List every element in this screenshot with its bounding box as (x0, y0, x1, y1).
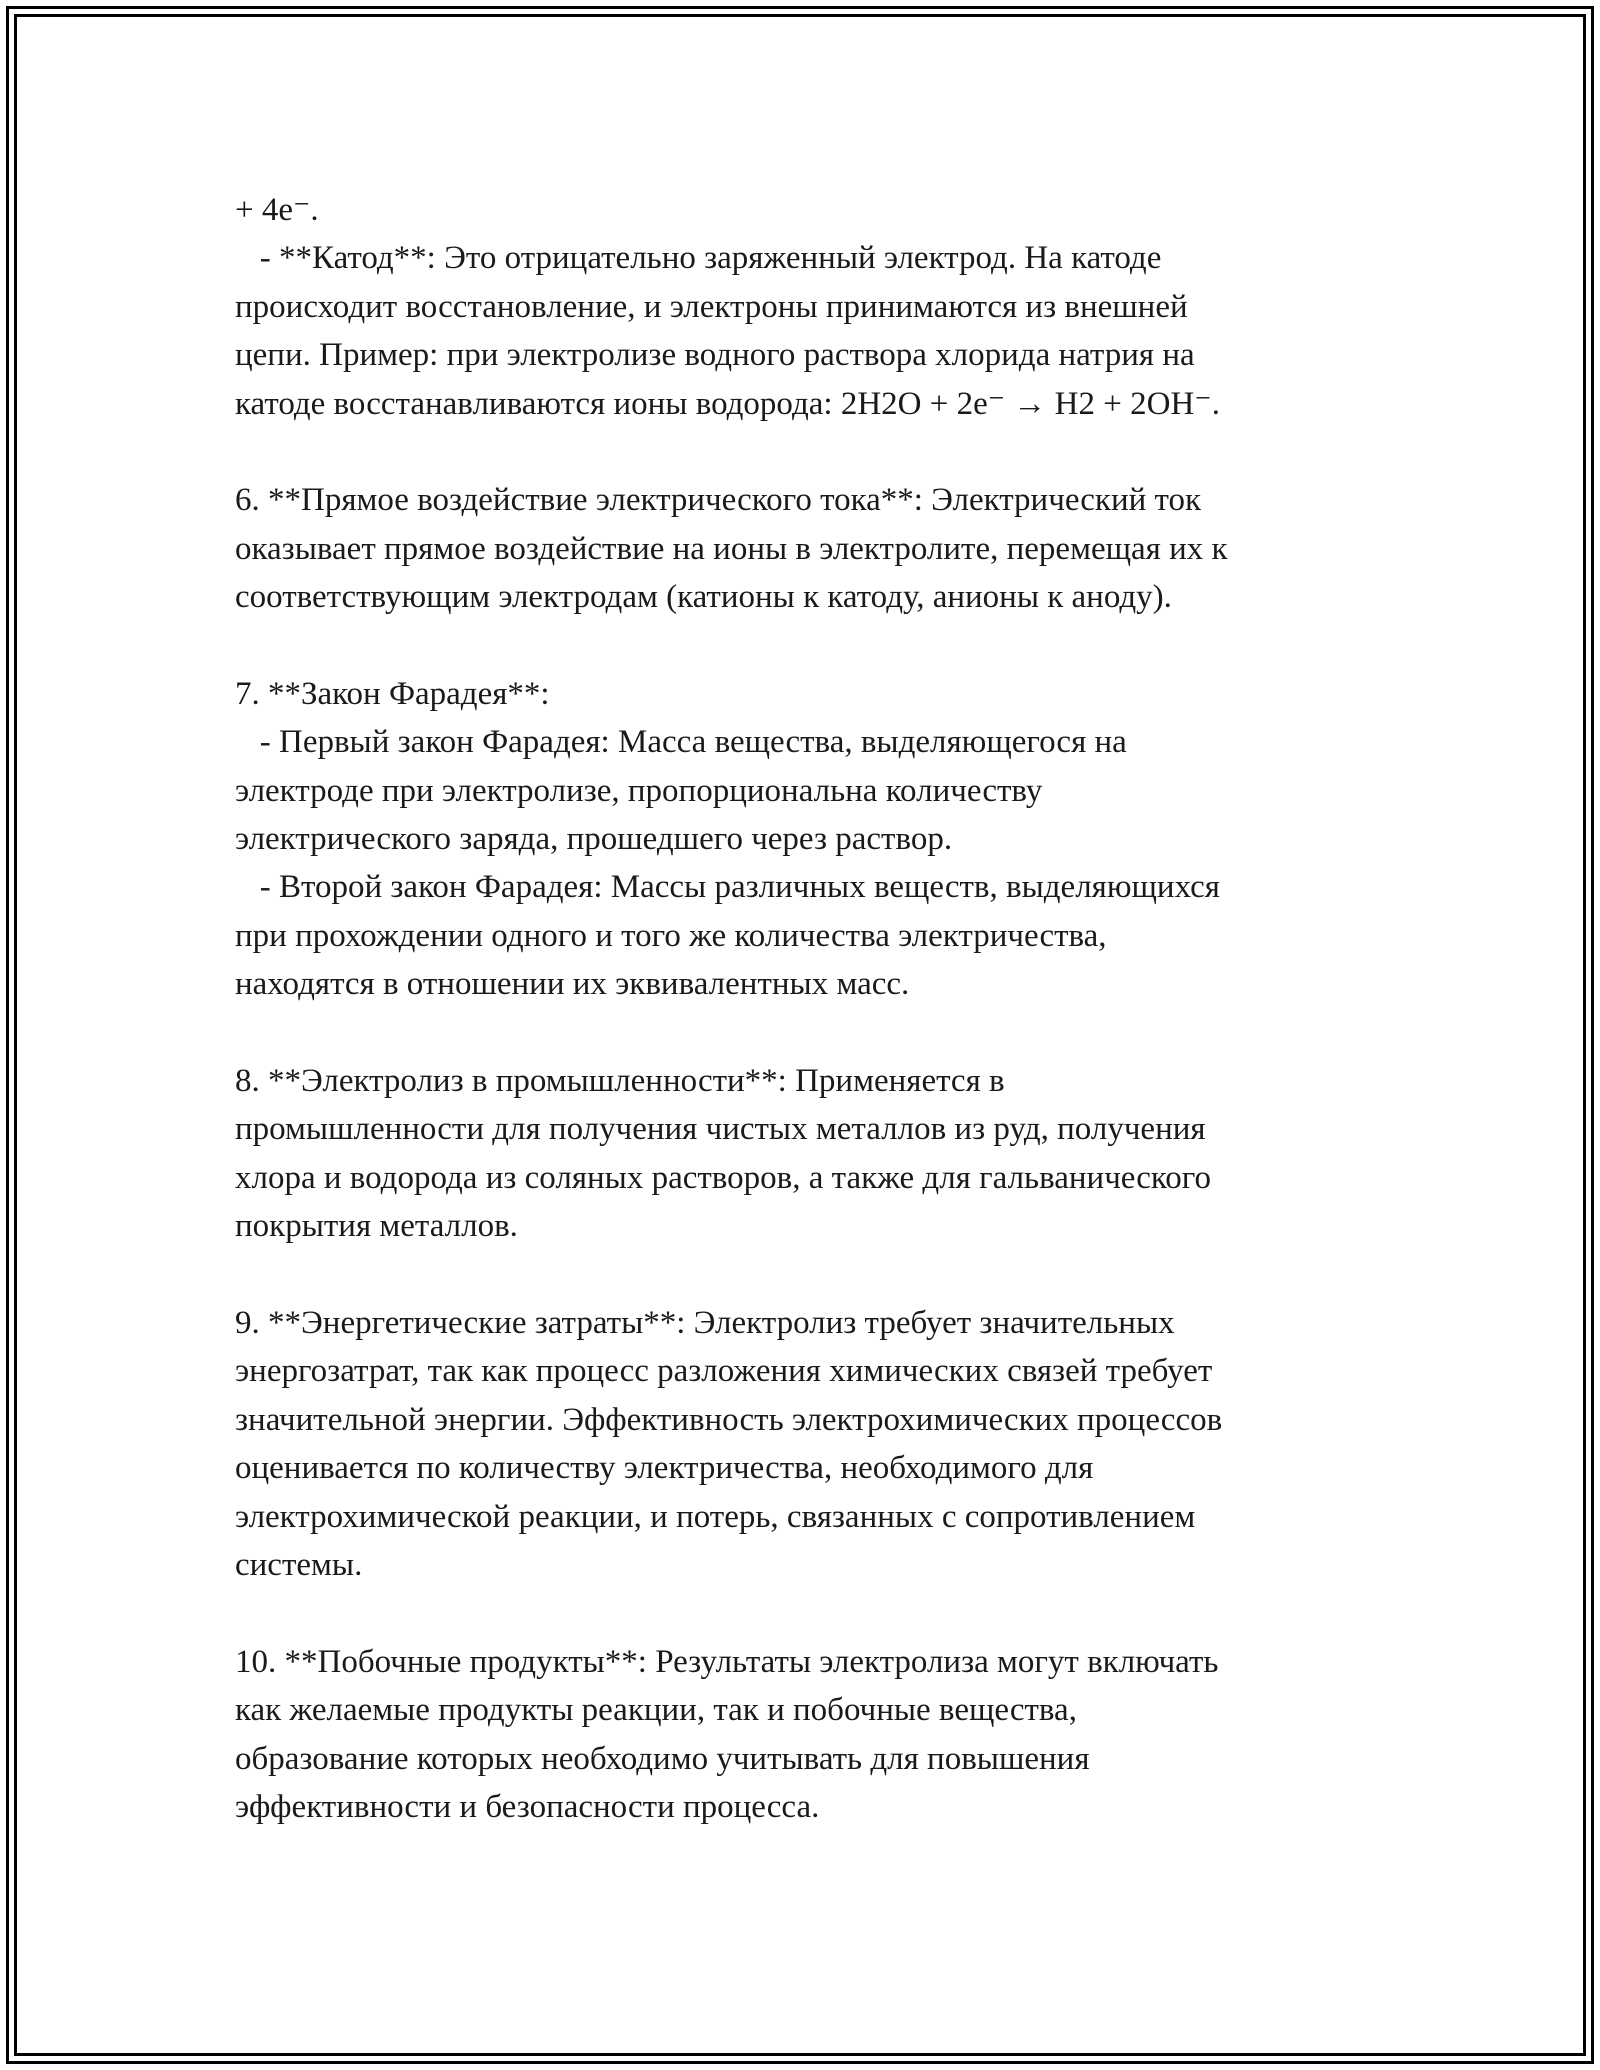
text-line: покрытия металлов. (235, 1208, 518, 1245)
text-line: как желаемые продукты реакции, так и побочные вещества, (235, 1692, 1077, 1729)
text-line: 10. **Побочные продукты**: Результаты электролиза могут включать (235, 1643, 1219, 1680)
paragraph-cathode (235, 186, 1365, 428)
paragraph-gap (235, 1251, 1365, 1299)
text-line: электрохимической реакции, и потерь, связанных с сопротивлением (235, 1498, 1196, 1535)
text-line: оценивается по количеству электричества, необходимого для (235, 1450, 1094, 1487)
text-line: промышленности для получения чистых металлов из руд, получения (235, 1111, 1206, 1148)
text-line: соответствующим электродам (катионы к катоду, анионы к аноду). (235, 579, 1172, 616)
paragraph-item-6 (235, 476, 1365, 621)
text-line: находятся в отношении их эквивалентных масс. (235, 966, 910, 1003)
text-line: 7. **Закон Фарадея**: (235, 675, 550, 712)
paragraph-gap (235, 622, 1365, 670)
text-line: 9. **Энергетические затраты**: Электролиз требует значительных (235, 1304, 1175, 1341)
paragraph-gap (235, 1589, 1365, 1637)
text-line: электрического заряда, прошедшего через раствор. (235, 821, 953, 858)
paragraph-item-8 (235, 1057, 1365, 1251)
text-line: при прохождении одного и того же количества электричества, (235, 917, 1107, 954)
text-line: системы. (235, 1546, 363, 1583)
paragraph-item-7 (235, 670, 1365, 1009)
text-line: 6. **Прямое воздействие электрического тока**: Электрический ток (235, 482, 1202, 519)
text-line: электроде при электролизе, пропорциональна количеству (235, 772, 1043, 809)
text-line: катоде восстанавливаются ионы водорода: 2H2O + 2e⁻ → H2 + 2OH⁻. (235, 385, 1220, 422)
text-line: происходит восстановление, и электроны принимаются из внешней (235, 288, 1188, 325)
text-line: + 4e⁻. (235, 192, 319, 228)
document-body (235, 186, 1365, 1831)
text-line: - Второй закон Фарадея: Массы различных веществ, выделяющихся (235, 869, 1220, 906)
paragraph-gap (235, 1009, 1365, 1057)
text-line: значительной энергии. Эффективность электрохимических процессов (235, 1401, 1223, 1438)
paragraph-item-9 (235, 1299, 1365, 1589)
text-line: эффективности и безопасности процесса. (235, 1788, 820, 1825)
text-line: хлора и водорода из соляных растворов, а также для гальванического (235, 1159, 1211, 1196)
paragraph-gap (235, 428, 1365, 476)
text-line: - **Катод**: Это отрицательно заряженный электрод. На катоде (235, 240, 1162, 277)
text-line: энергозатрат, так как процесс разложения химических связей требует (235, 1353, 1213, 1390)
text-line: образование которых необходимо учитывать для повышения (235, 1740, 1090, 1777)
text-line: 8. **Электролиз в промышленности**: Применяется в (235, 1063, 1005, 1100)
text-line: - Первый закон Фарадея: Масса вещества, выделяющегося на (235, 724, 1127, 761)
paragraph-item-10 (235, 1638, 1365, 1832)
text-line: оказывает прямое воздействие на ионы в электролите, перемещая их к (235, 530, 1228, 567)
text-line: цепи. Пример: при электролизе водного раствора хлорида натрия на (235, 337, 1195, 374)
